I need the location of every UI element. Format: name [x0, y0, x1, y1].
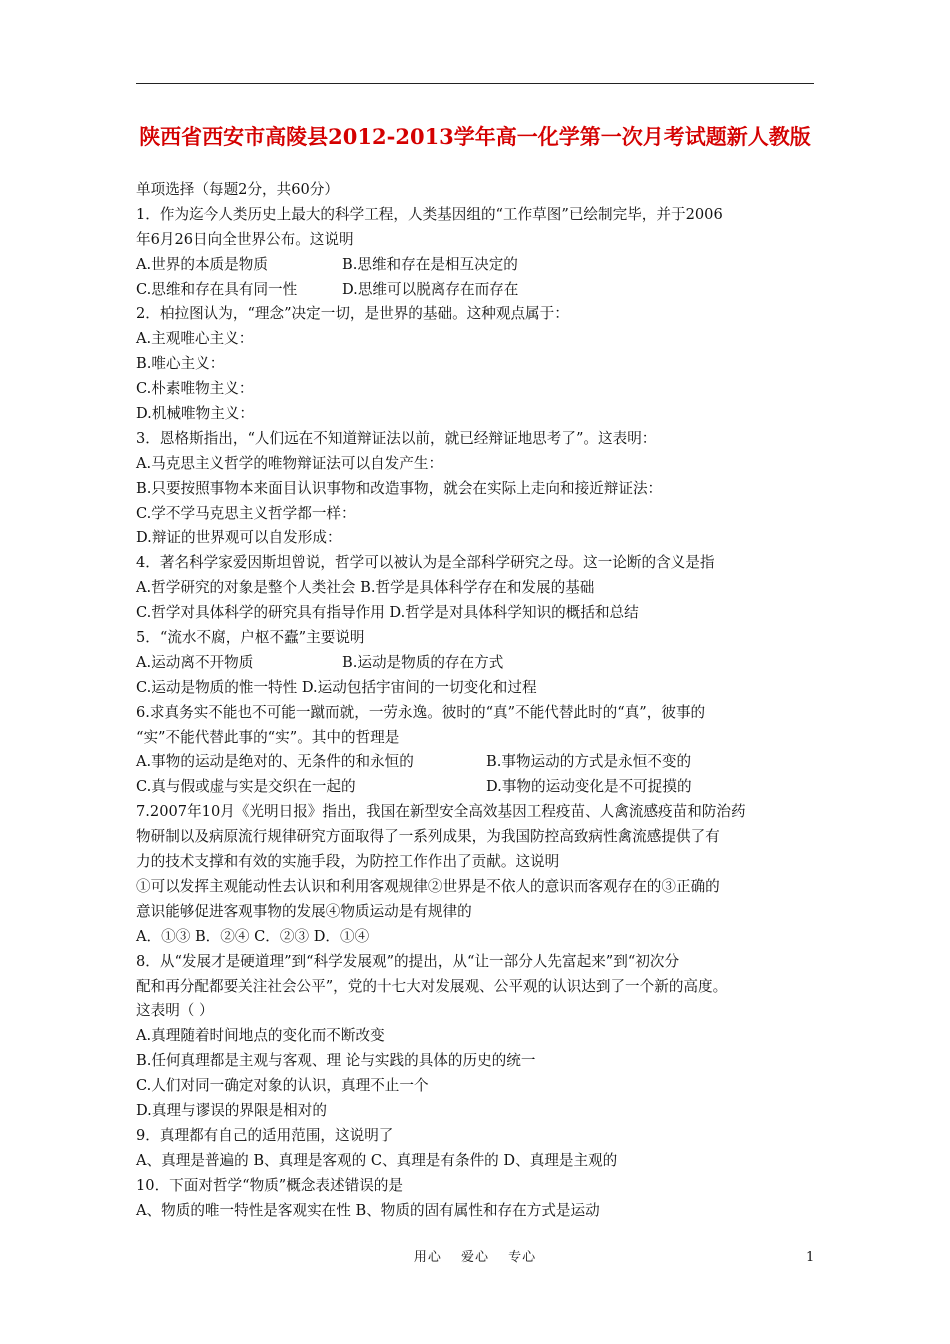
- text-line: 意识能够促进客观事物的发展④物质运动是有规律的: [136, 902, 472, 920]
- text-line: D.真理与谬误的界限是相对的: [136, 1101, 327, 1119]
- text-line: A、物质的唯一特性是客观实在性 B、物质的固有属性和存在方式是运动: [136, 1201, 600, 1219]
- document-title: 陕西省西安市高陵县2012-2013学年高一化学第一次月考试题新人教版: [139, 124, 811, 149]
- question-list: [136, 203, 816, 1224]
- text-line: [136, 253, 816, 278]
- page-footer: [0, 1248, 950, 1268]
- text-line: B.只要按照事物本来面目认识事物和改造事物，就会在实际上走向和接近辩证法：: [136, 479, 663, 497]
- text-line: A.真理随着时间地点的变化而不断改变: [136, 1027, 385, 1045]
- text-line: 年6月26日向全世界公布。这说明: [136, 230, 354, 248]
- text-line: D.机械唯物主义：: [136, 405, 254, 423]
- text-line: D.辩证的世界观可以自发形成：: [136, 529, 342, 547]
- text-line: [136, 750, 816, 775]
- option-left: A.事物的运动是绝对的、无条件的和永恒的: [136, 753, 414, 771]
- page-number: 1: [806, 1250, 815, 1265]
- text-line: 2．柏拉图认为，“理念”决定一切，是世界的基础。这种观点属于：: [136, 305, 569, 323]
- text-line: C.运动是物质的惟一特性 D.运动包括宇宙间的一切变化和过程: [136, 678, 537, 696]
- option-left: C.思维和存在具有同一性: [136, 280, 298, 298]
- text-line: [136, 278, 816, 303]
- text-line: C.朴素唯物主义：: [136, 380, 254, 398]
- text-line: C.人们对同一确定对象的认识，真理不止一个: [136, 1077, 429, 1095]
- option-left: A.运动离不开物质: [136, 653, 254, 671]
- option-left: A.世界的本质是物质: [136, 255, 268, 273]
- text-line: 1．作为迄今人类历史上最大的科学工程，人类基因组的“工作草图”已绘制完毕，并于2006: [136, 205, 723, 223]
- text-line: A．①③ B．②④ C．②③ D．①④: [136, 927, 370, 945]
- text-line: 10．下面对哲学“物质”概念表述错误的是: [136, 1176, 403, 1194]
- text-line: “实”不能代替此事的“实”。其中的哲理是: [136, 728, 400, 746]
- text-line: [136, 651, 816, 676]
- text-line: B.任何真理都是主观与客观、理 论与实践的具体的历史的统一: [136, 1052, 536, 1070]
- header-rule: [136, 83, 814, 84]
- section-heading: 单项选择（每题2分，共60分）: [136, 181, 339, 198]
- text-line: 7.2007年10月《光明日报》指出，我国在新型安全高效基因工程疫苗、人禽流感疫苗和防治药: [136, 803, 746, 821]
- text-line: 力的技术支撑和有效的实施手段，为防控工作作出了贡献。这说明: [136, 853, 560, 871]
- text-line: B.唯心主义：: [136, 355, 225, 373]
- text-line: 5．“流水不腐，户枢不蠹”主要说明: [136, 629, 365, 647]
- text-line: A.主观唯心主义：: [136, 330, 254, 348]
- text-line: 这表明（ ）: [136, 1002, 214, 1020]
- document-body: [136, 178, 816, 1223]
- option-right: D.事物的运动变化是不可捉摸的: [486, 778, 692, 796]
- text-line: 3．恩格斯指出，“人们远在不知道辩证法以前，就已经辩证地思考了”。这表明：: [136, 429, 657, 447]
- option-left: C.真与假或虚与实是交织在一起的: [136, 778, 356, 796]
- footer-motto: 用心 爱心 专心: [413, 1250, 537, 1265]
- text-line: A、真理是普遍的 B、真理是客观的 C、真理是有条件的 D、真理是主观的: [136, 1151, 618, 1169]
- text-line: A.马克思主义哲学的唯物辩证法可以自发产生：: [136, 454, 444, 472]
- text-line: ①可以发挥主观能动性去认识和利用客观规律②世界是不依人的意识而客观存在的③正确的: [136, 877, 720, 895]
- option-right: B.思维和存在是相互决定的: [342, 255, 518, 273]
- text-line: 4．著名科学家爱因斯坦曾说，哲学可以被认为是全部科学研究之母。这一论断的含义是指: [136, 554, 715, 572]
- option-right: B.事物运动的方式是永恒不变的: [486, 753, 692, 771]
- text-line: 6.求真务实不能也不可能一蹴而就，一劳永逸。彼时的“真”不能代替此时的“真”，彼事的: [136, 703, 706, 721]
- text-line: 9．真理都有自己的适用范围，这说明了: [136, 1126, 394, 1144]
- text-line: 配和再分配都要关注社会公平”，党的十七大对发展观、公平观的认识达到了一个新的高度。: [136, 977, 728, 995]
- text-line: C.哲学对具体科学的研究具有指导作用 D.哲学是对具体科学知识的概括和总结: [136, 604, 639, 622]
- text-line: 8．从“发展才是硬道理”到“科学发展观”的提出，从“让一部分人先富起来”到“初次分: [136, 952, 680, 970]
- text-line: 物研制以及病原流行规律研究方面取得了一系列成果，为我国防控高致病性禽流感提供了有: [136, 828, 720, 846]
- text-line: C.学不学马克思主义哲学都一样：: [136, 504, 356, 522]
- option-right: B.运动是物质的存在方式: [342, 653, 504, 671]
- option-right: D.思维可以脱离存在而存在: [342, 280, 519, 298]
- text-line: [136, 775, 816, 800]
- text-line: A.哲学研究的对象是整个人类社会 B.哲学是具体科学存在和发展的基础: [136, 579, 595, 597]
